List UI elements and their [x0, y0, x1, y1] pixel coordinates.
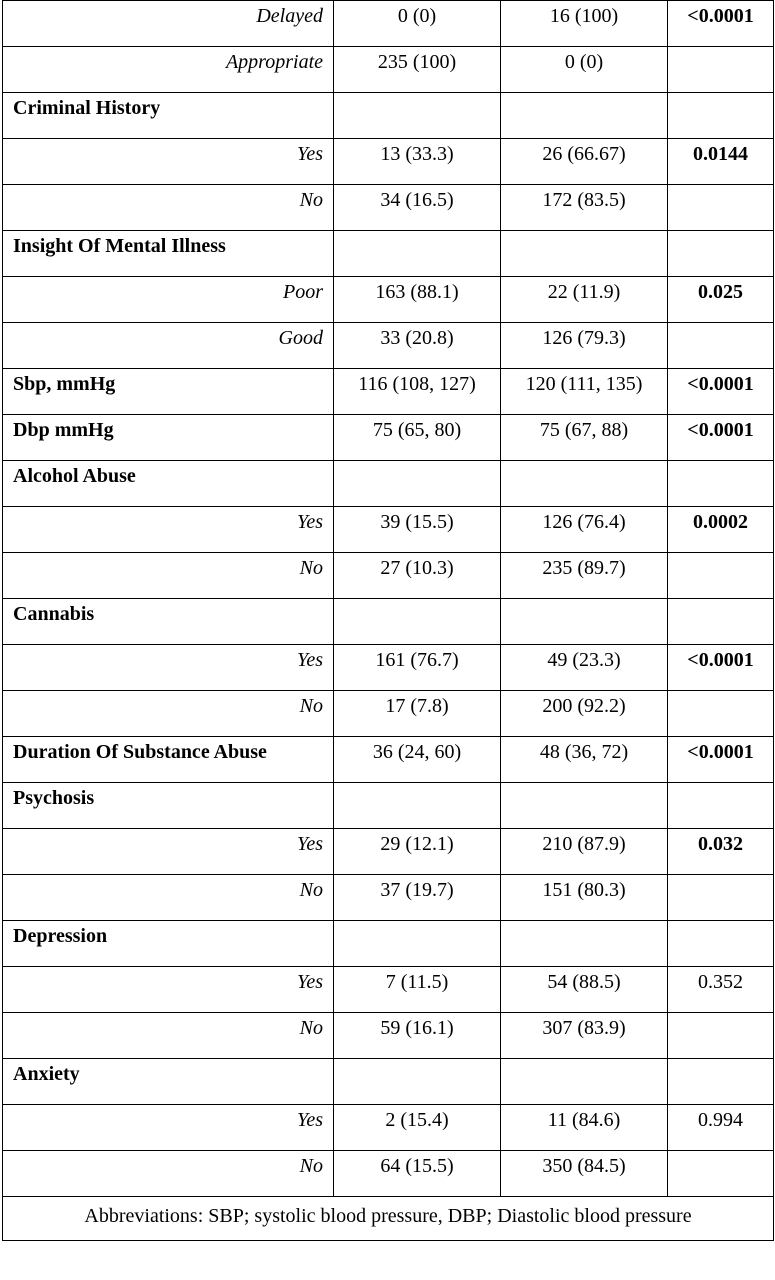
- group-b-cell: [501, 231, 668, 277]
- group-a-cell: 64 (15.5): [334, 1151, 501, 1197]
- group-b-cell: 48 (36, 72): [501, 737, 668, 783]
- p-value-cell: [668, 599, 774, 645]
- group-a-cell: [334, 231, 501, 277]
- variable-label: Psychosis: [3, 783, 334, 829]
- category-label: Yes: [3, 139, 334, 185]
- p-value-cell: [668, 47, 774, 93]
- table-body: [3, 1, 774, 1241]
- group-a-cell: 34 (16.5): [334, 185, 501, 231]
- group-a-cell: [334, 599, 501, 645]
- group-a-cell: 0 (0): [334, 1, 501, 47]
- category-label: Yes: [3, 1105, 334, 1151]
- group-b-cell: 126 (76.4): [501, 507, 668, 553]
- category-label: Appropriate: [3, 47, 334, 93]
- group-b-cell: 210 (87.9): [501, 829, 668, 875]
- group-b-cell: [501, 783, 668, 829]
- p-value-cell: <0.0001: [668, 737, 774, 783]
- p-value-cell: [668, 185, 774, 231]
- group-a-cell: 116 (108, 127): [334, 369, 501, 415]
- variable-label: Anxiety: [3, 1059, 334, 1105]
- p-value-cell: [668, 1059, 774, 1105]
- table-row-category: [3, 1105, 774, 1151]
- category-label: No: [3, 1151, 334, 1197]
- category-label: Yes: [3, 507, 334, 553]
- group-b-cell: 235 (89.7): [501, 553, 668, 599]
- group-a-cell: 29 (12.1): [334, 829, 501, 875]
- group-b-cell: 75 (67, 88): [501, 415, 668, 461]
- table-row-category: [3, 139, 774, 185]
- group-a-cell: 59 (16.1): [334, 1013, 501, 1059]
- p-value-cell: [668, 1013, 774, 1059]
- table-row-variable: [3, 1059, 774, 1105]
- table-row-variable: [3, 231, 774, 277]
- p-value-cell: <0.0001: [668, 369, 774, 415]
- category-label: Yes: [3, 967, 334, 1013]
- group-b-cell: 16 (100): [501, 1, 668, 47]
- variable-label: Alcohol Abuse: [3, 461, 334, 507]
- group-b-cell: 49 (23.3): [501, 645, 668, 691]
- p-value-cell: [668, 691, 774, 737]
- p-value-cell: 0.0002: [668, 507, 774, 553]
- group-a-cell: 235 (100): [334, 47, 501, 93]
- variable-label: Duration Of Substance Abuse: [3, 737, 334, 783]
- category-label: No: [3, 1013, 334, 1059]
- group-a-cell: 36 (24, 60): [334, 737, 501, 783]
- p-value-cell: [668, 875, 774, 921]
- group-a-cell: 33 (20.8): [334, 323, 501, 369]
- category-label: No: [3, 553, 334, 599]
- group-a-cell: 37 (19.7): [334, 875, 501, 921]
- table-row-variable: [3, 737, 774, 783]
- group-b-cell: 200 (92.2): [501, 691, 668, 737]
- category-label: Good: [3, 323, 334, 369]
- p-value-cell: <0.0001: [668, 415, 774, 461]
- group-b-cell: [501, 1059, 668, 1105]
- table-row-variable: [3, 599, 774, 645]
- p-value-cell: 0.352: [668, 967, 774, 1013]
- table-row-category: [3, 277, 774, 323]
- group-b-cell: 151 (80.3): [501, 875, 668, 921]
- group-b-cell: 11 (84.6): [501, 1105, 668, 1151]
- table-row-category: [3, 185, 774, 231]
- table-row-category: [3, 507, 774, 553]
- group-b-cell: 126 (79.3): [501, 323, 668, 369]
- group-a-cell: [334, 783, 501, 829]
- category-label: No: [3, 691, 334, 737]
- group-b-cell: 307 (83.9): [501, 1013, 668, 1059]
- group-a-cell: 75 (65, 80): [334, 415, 501, 461]
- table-row-variable: [3, 461, 774, 507]
- table-row-category: [3, 829, 774, 875]
- table-row-category: [3, 47, 774, 93]
- group-a-cell: 7 (11.5): [334, 967, 501, 1013]
- group-a-cell: 161 (76.7): [334, 645, 501, 691]
- category-label: Delayed: [3, 1, 334, 47]
- variable-label: Cannabis: [3, 599, 334, 645]
- group-a-cell: 13 (33.3): [334, 139, 501, 185]
- p-value-cell: [668, 323, 774, 369]
- table-row-category: [3, 553, 774, 599]
- table-row-variable: [3, 783, 774, 829]
- table-row-variable: [3, 369, 774, 415]
- p-value-cell: <0.0001: [668, 645, 774, 691]
- group-b-cell: [501, 921, 668, 967]
- p-value-cell: [668, 1151, 774, 1197]
- group-a-cell: 17 (7.8): [334, 691, 501, 737]
- group-b-cell: 22 (11.9): [501, 277, 668, 323]
- p-value-cell: 0.032: [668, 829, 774, 875]
- table-row-variable: [3, 415, 774, 461]
- group-b-cell: 350 (84.5): [501, 1151, 668, 1197]
- table-row-category: [3, 645, 774, 691]
- variable-label: Criminal History: [3, 93, 334, 139]
- p-value-cell: 0.0144: [668, 139, 774, 185]
- table-row-variable: [3, 93, 774, 139]
- table-row-category: [3, 1151, 774, 1197]
- p-value-cell: [668, 921, 774, 967]
- p-value-cell: [668, 553, 774, 599]
- group-b-cell: [501, 599, 668, 645]
- group-a-cell: [334, 461, 501, 507]
- category-label: No: [3, 875, 334, 921]
- table-row-category: [3, 323, 774, 369]
- variable-label: Depression: [3, 921, 334, 967]
- table-row-category: [3, 967, 774, 1013]
- group-b-cell: [501, 461, 668, 507]
- p-value-cell: 0.025: [668, 277, 774, 323]
- table-row-variable: [3, 921, 774, 967]
- category-label: Yes: [3, 829, 334, 875]
- group-a-cell: 163 (88.1): [334, 277, 501, 323]
- group-b-cell: 26 (66.67): [501, 139, 668, 185]
- group-a-cell: 27 (10.3): [334, 553, 501, 599]
- variable-label: Insight Of Mental Illness: [3, 231, 334, 277]
- group-b-cell: 54 (88.5): [501, 967, 668, 1013]
- results-table: [2, 0, 774, 1241]
- group-b-cell: 120 (111, 135): [501, 369, 668, 415]
- category-label: No: [3, 185, 334, 231]
- table-row-category: [3, 691, 774, 737]
- category-label: Yes: [3, 645, 334, 691]
- category-label: Poor: [3, 277, 334, 323]
- table-row-category: [3, 875, 774, 921]
- group-a-cell: [334, 921, 501, 967]
- variable-label: Sbp, mmHg: [3, 369, 334, 415]
- p-value-cell: <0.0001: [668, 1, 774, 47]
- table-footnote: Abbreviations: SBP; systolic blood pressure, DBP; Diastolic blood pressure: [3, 1197, 774, 1241]
- group-b-cell: 172 (83.5): [501, 185, 668, 231]
- group-a-cell: [334, 93, 501, 139]
- group-a-cell: 2 (15.4): [334, 1105, 501, 1151]
- group-b-cell: 0 (0): [501, 47, 668, 93]
- group-a-cell: 39 (15.5): [334, 507, 501, 553]
- table-row-category: [3, 1013, 774, 1059]
- group-a-cell: [334, 1059, 501, 1105]
- p-value-cell: [668, 231, 774, 277]
- variable-label: Dbp mmHg: [3, 415, 334, 461]
- p-value-cell: 0.994: [668, 1105, 774, 1151]
- footnote-row: [3, 1197, 774, 1241]
- table-row-category: [3, 1, 774, 47]
- p-value-cell: [668, 783, 774, 829]
- p-value-cell: [668, 93, 774, 139]
- p-value-cell: [668, 461, 774, 507]
- group-b-cell: [501, 93, 668, 139]
